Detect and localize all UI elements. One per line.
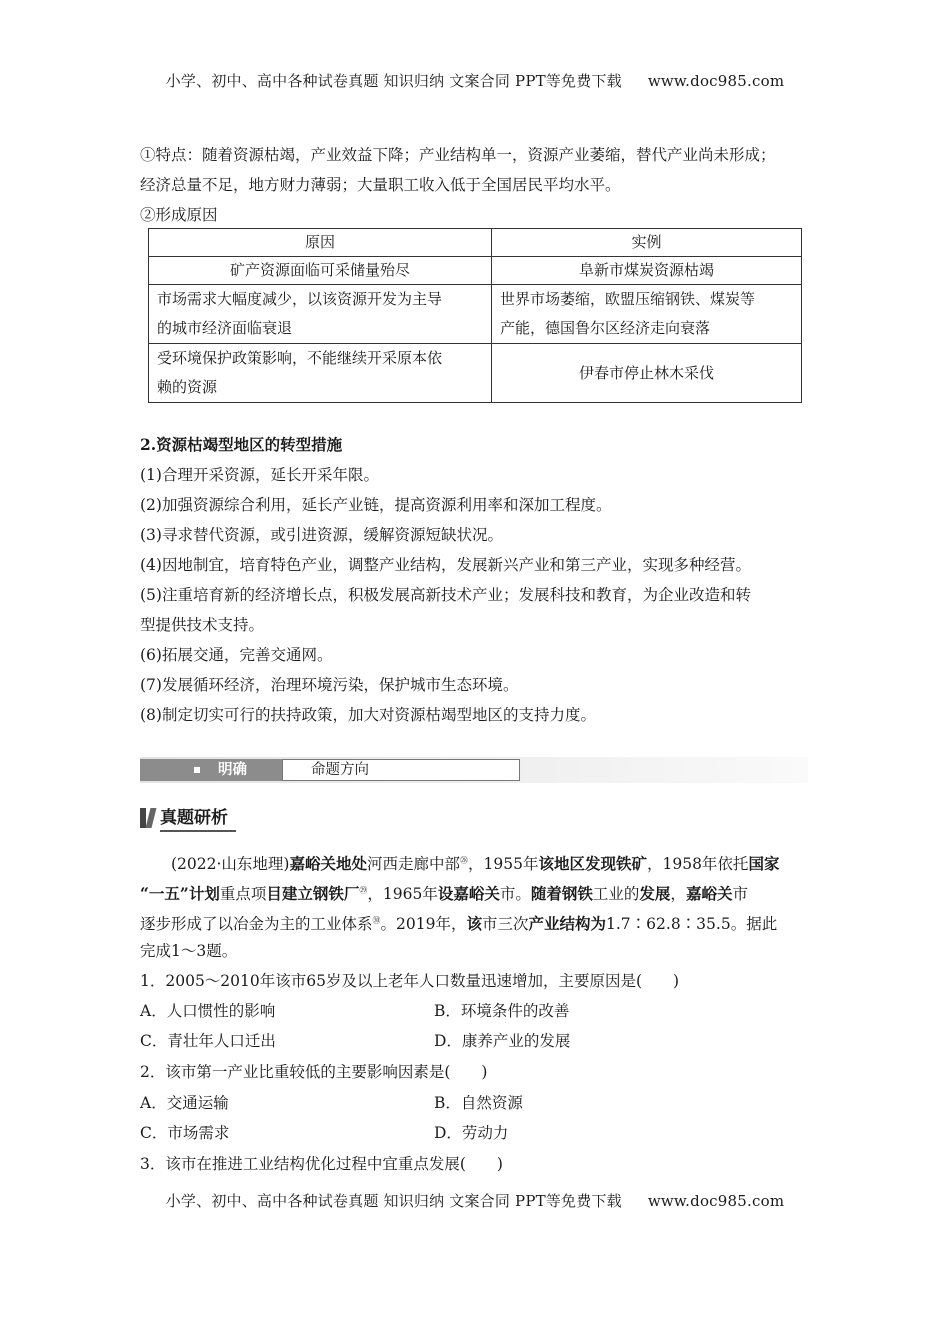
- table-cell-example-line: 世界市场萎缩，欧盟压缩钢铁、煤炭等: [500, 290, 756, 308]
- question-1-option-c[interactable]: C．青壮年人口迁出: [140, 1032, 276, 1050]
- passage-source: (2022·山东地理): [171, 855, 290, 874]
- title-bar-icon: [146, 808, 157, 828]
- question-2-option-a[interactable]: A．交通运输: [140, 1094, 229, 1112]
- passage-text: 设嘉峪关: [437, 884, 500, 904]
- causes-heading: ②形成原因: [140, 206, 218, 224]
- table-header-row: [149, 229, 802, 257]
- passage-text: 目建立: [266, 884, 313, 904]
- banner-left-label: 明确: [218, 762, 247, 778]
- table-cell-cause-line: 赖的资源: [157, 378, 218, 396]
- table-cell-cause: [149, 344, 492, 403]
- table-cell-example: 阜新市煤炭资源枯竭: [492, 257, 802, 285]
- measure-item: (4)因地制宜，培育特色产业，调整产业结构，发展新兴产业和第三产业，实现多种经营。: [140, 556, 751, 574]
- table-row: [149, 344, 802, 403]
- passage-text: 该地区发现铁矿: [538, 854, 647, 874]
- question-2-stem: 2．该市第一产业比重较低的主要影响因素是( ): [140, 1063, 488, 1081]
- table-row: [149, 257, 802, 285]
- passage-text: 处: [351, 854, 367, 874]
- passage-line-3: [140, 906, 820, 936]
- table-cell-example-line: 产能，德国鲁尔区经济走向衰落: [500, 319, 711, 337]
- question-2-option-c[interactable]: C．市场需求: [140, 1124, 230, 1142]
- question-1-option-a[interactable]: A．人口惯性的影响: [140, 1002, 276, 1020]
- passage-line-2: [140, 876, 820, 906]
- passage-text: ，1965年: [367, 885, 438, 904]
- passage-text: 市三次: [481, 915, 529, 934]
- passage-text: 嘉峪关地: [289, 854, 352, 874]
- page-footer: [0, 1190, 950, 1211]
- passage-text: 重点项: [219, 885, 267, 904]
- page-header: [0, 70, 950, 91]
- table-cell-cause-line: 受环境保护政策影响，不能继续开采原本依: [157, 349, 443, 367]
- measure-item: (8)制定切实可行的扶持政策，加大对资源枯竭型地区的支持力度。: [140, 706, 596, 724]
- measure-item: (2)加强资源综合利用，延长产业链，提高资源利用率和深加工程度。: [140, 496, 612, 514]
- footer-text: 小学、初中、高中各种试卷真题 知识归纳 文案合同 PPT等免费下载: [165, 1192, 622, 1210]
- annotation-mark: ㉚: [372, 916, 381, 925]
- passage-line-1: [140, 846, 820, 876]
- measure-item: (3)寻求替代资源，或引进资源，缓解资源短缺状况。: [140, 526, 503, 544]
- question-1-stem: 1．2005～2010年该市65岁及以上老年人口数量迅速增加，主要原因是( ): [140, 972, 680, 990]
- table-row: [149, 285, 802, 344]
- causes-table: [148, 228, 802, 403]
- measures-block: [140, 430, 820, 730]
- annotation-mark: ㉙: [359, 886, 368, 895]
- measures-heading: 2.资源枯竭型地区的转型措施: [140, 435, 343, 454]
- passage-text: ，1955年: [468, 855, 539, 874]
- passage-text: 市: [732, 885, 748, 904]
- passage-text: 逐步形成了以冶金为主的工业体系: [140, 915, 373, 934]
- table-cell-example: [492, 285, 802, 344]
- question-1-option-d[interactable]: D．康养产业的发展: [434, 1032, 571, 1050]
- traits-block: [140, 140, 820, 230]
- measure-item: (6)拓展交通，完善交通网。: [140, 646, 333, 664]
- table-cell-cause: 矿产资源面临可采储量殆尽: [149, 257, 492, 285]
- measure-item: 型提供技术支持。: [140, 616, 265, 634]
- passage-text: 市。: [499, 885, 531, 904]
- question-3-stem: 3．该市在推进工业结构优化过程中宜重点发展( ): [140, 1155, 503, 1173]
- passage-text: “一五”计划: [140, 884, 220, 904]
- question-1-option-b[interactable]: B．环境条件的改善: [434, 1002, 570, 1020]
- measure-item: (5)注重培育新的经济增长点，积极发展高新技术产业；发展科技和教育，为企业改造和转: [140, 586, 751, 604]
- banner-left: [140, 759, 282, 781]
- passage-text: 工业的: [592, 885, 640, 904]
- passage-text: 产业结构为: [528, 914, 607, 934]
- section-title-text: 真题研析: [160, 806, 236, 832]
- passage-text: 国家: [748, 854, 780, 874]
- traits-line-2: 经济总量不足，地方财力薄弱；大量职工收入低于全国居民平均水平。: [140, 176, 621, 194]
- header-url[interactable]: www.doc985.com: [647, 72, 785, 90]
- table-cell-cause: [149, 285, 492, 344]
- square-bullet-icon: [194, 767, 200, 773]
- banner-right: [282, 759, 520, 781]
- measure-item: (1)合理开采资源，延长开采年限。: [140, 466, 379, 484]
- passage: [140, 846, 820, 966]
- annotation-mark: ㉘: [460, 856, 469, 865]
- passage-text: 1.7∶62.8∶35.5。据此: [606, 915, 778, 934]
- table-cell-cause-line: 市场需求大幅度减少，以该资源开发为主导: [157, 290, 443, 308]
- header-text: 小学、初中、高中各种试卷真题 知识归纳 文案合同 PPT等免费下载: [165, 72, 622, 90]
- traits-line-1: ①特点：随着资源枯竭，产业效益下降；产业结构单一，资源产业萎缩，替代产业尚未形成；: [140, 146, 776, 164]
- passage-text: 钢铁厂: [312, 884, 360, 904]
- passage-line-4: 完成1～3题。: [140, 942, 238, 960]
- question-2-option-b[interactable]: B．自然资源: [434, 1094, 523, 1112]
- table-header-example: 实例: [492, 229, 802, 257]
- passage-text: 随着钢铁: [530, 884, 593, 904]
- passage-text: ，1958年依托: [646, 855, 749, 874]
- passage-text: 。2019年，: [380, 915, 467, 934]
- passage-text: ，: [670, 885, 686, 904]
- banner-right-label: 命题方向: [311, 762, 369, 778]
- table-header-cause: 原因: [149, 229, 492, 257]
- passage-text: 发展: [639, 884, 671, 904]
- passage-text: 该: [466, 914, 482, 934]
- measure-item: (7)发展循环经济，治理环境污染，保护城市生态环境。: [140, 676, 519, 694]
- table-cell-example: 伊春市停止林木采伐: [492, 344, 802, 403]
- footer-url[interactable]: www.doc985.com: [647, 1192, 785, 1210]
- question-2-option-d[interactable]: D．劳动力: [434, 1124, 509, 1142]
- passage-text: 嘉峪关: [685, 884, 733, 904]
- table-cell-cause-line: 的城市经济面临衰退: [157, 319, 293, 337]
- passage-text: 河西走廊中部: [367, 855, 461, 874]
- section-banner: [140, 757, 808, 783]
